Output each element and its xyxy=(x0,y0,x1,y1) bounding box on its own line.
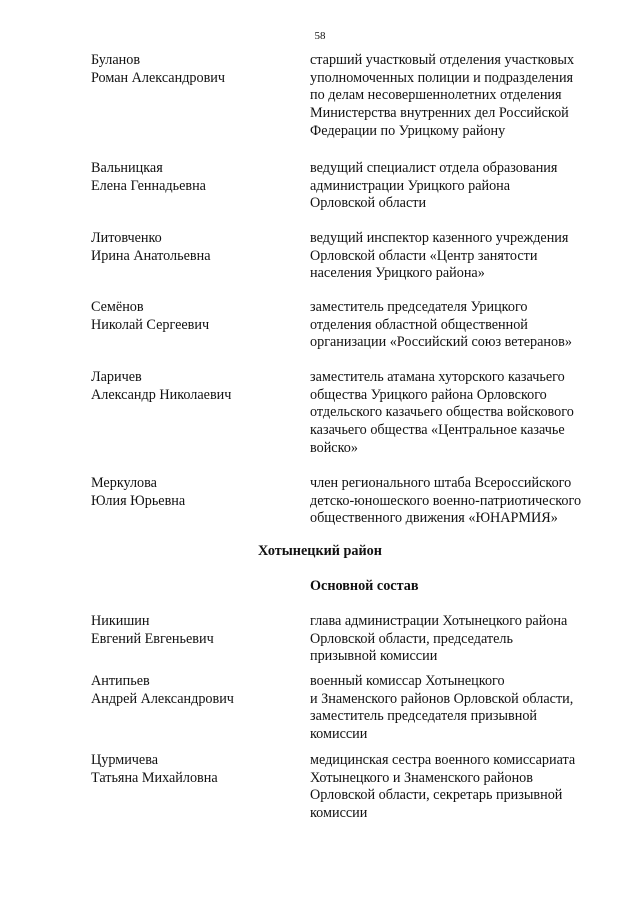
role-line: ведущий инспектор казенного учреждения xyxy=(310,230,569,246)
member-name xyxy=(91,230,301,265)
role-line: населения Урицкого района» xyxy=(310,265,485,282)
role-line: глава администрации Хотынецкого района xyxy=(310,613,568,629)
member-given-name: Николай Сергеевич xyxy=(91,316,210,333)
role-line: Орловской области, секретарь призывной xyxy=(310,787,563,804)
role-line: комиссии xyxy=(310,726,368,743)
member-surname: Буланов xyxy=(91,52,141,68)
role-line: отделения областной общественной xyxy=(310,316,528,333)
member-name xyxy=(91,369,301,404)
member-name xyxy=(91,613,301,648)
role-line: член регионального штаба Всероссийского xyxy=(310,475,572,491)
role-line: медицинская сестра военного комиссариата xyxy=(310,752,576,768)
member-given-name: Александр Николаевич xyxy=(91,386,232,403)
member-given-name: Андрей Александрович xyxy=(91,690,234,707)
member-role xyxy=(310,613,610,666)
member-name xyxy=(91,673,301,708)
role-line: общественного движения «ЮНАРМИЯ» xyxy=(310,510,558,527)
role-line: комиссии xyxy=(310,805,368,822)
role-line: военный комиссар Хотынецкого xyxy=(310,673,505,689)
role-line: казачьего общества «Центральное казачье xyxy=(310,422,565,439)
role-line: заместитель председателя Урицкого xyxy=(310,299,528,315)
role-line: отдельского казачьего общества войскового xyxy=(310,404,574,421)
member-role xyxy=(310,369,610,458)
member-role xyxy=(310,160,610,213)
role-line: ведущий специалист отдела образования xyxy=(310,160,558,176)
member-name xyxy=(91,160,301,195)
member-role xyxy=(310,475,610,528)
member-name xyxy=(91,299,301,334)
role-line: заместитель атамана хуторского казачьего xyxy=(310,369,565,385)
role-line: Хотынецкого и Знаменского районов xyxy=(310,769,533,786)
member-given-name: Татьяна Михайловна xyxy=(91,769,218,786)
role-line: старший участковый отделения участковых xyxy=(310,52,575,68)
role-line: Орловской области, председатель xyxy=(310,630,513,647)
role-line: Орловской области xyxy=(310,195,427,212)
member-given-name: Евгений Евгеньевич xyxy=(91,630,214,647)
member-given-name: Ирина Анатольевна xyxy=(91,247,211,264)
page-number: 58 xyxy=(314,30,326,42)
role-line: администрации Урицкого района xyxy=(310,177,511,194)
role-line: и Знаменского районов Орловской области, xyxy=(310,690,574,707)
member-role xyxy=(310,230,610,283)
member-given-name: Юлия Юрьевна xyxy=(91,492,186,509)
member-name xyxy=(91,475,301,510)
member-surname: Литовченко xyxy=(91,230,162,246)
member-surname: Семёнов xyxy=(91,299,144,315)
member-surname: Антипьев xyxy=(91,673,150,689)
section-heading: Хотынецкий район xyxy=(258,543,382,559)
member-role xyxy=(310,52,610,141)
member-given-name: Елена Геннадьевна xyxy=(91,177,206,194)
member-name xyxy=(91,752,301,787)
member-surname: Ларичев xyxy=(91,369,142,385)
member-surname: Вальницкая xyxy=(91,160,163,176)
role-line: Федерации по Урицкому району xyxy=(310,122,506,139)
member-role xyxy=(310,299,610,352)
role-line: общества Урицкого района Орловского xyxy=(310,386,547,403)
role-line: уполномоченных полиции и подразделения xyxy=(310,69,574,86)
role-line: заместитель председателя призывной xyxy=(310,708,537,725)
member-role xyxy=(310,752,610,823)
role-line: организации «Российский союз ветеранов» xyxy=(310,334,572,351)
subsection-heading: Основной состав xyxy=(310,578,419,594)
member-surname: Цурмичева xyxy=(91,752,159,768)
role-line: Орловской области «Центр занятости xyxy=(310,247,538,264)
member-name xyxy=(91,52,301,87)
role-line: Министерства внутренних дел Российской xyxy=(310,105,569,122)
member-role xyxy=(310,673,610,744)
role-line: детско-юношеского военно-патриотического xyxy=(310,492,582,509)
member-given-name: Роман Александрович xyxy=(91,69,226,86)
role-line: по делам несовершеннолетних отделения xyxy=(310,87,562,104)
member-surname: Никишин xyxy=(91,613,150,629)
member-surname: Меркулова xyxy=(91,475,157,491)
role-line: войско» xyxy=(310,439,358,456)
role-line: призывной комиссии xyxy=(310,648,438,665)
